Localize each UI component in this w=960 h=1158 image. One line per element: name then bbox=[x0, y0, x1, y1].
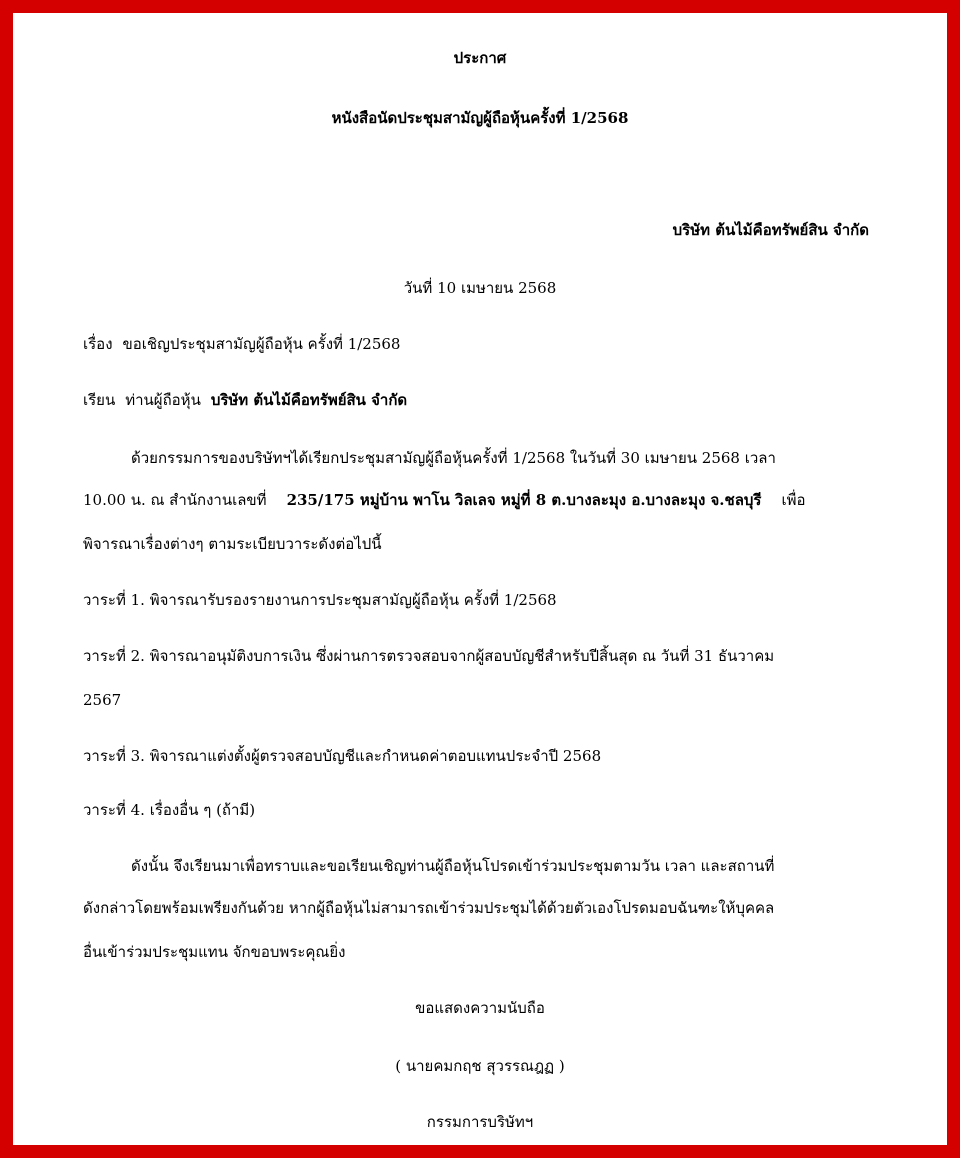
paragraph-2-line-3: อื่นเข้าร่วมประชุมแทน จักขอบพระคุณยิ่ง bbox=[83, 943, 346, 961]
subject-line bbox=[83, 333, 400, 355]
agenda-item-3: วาระที่ 3. พิจารณาแต่งตั้งผู้ตรวจสอบบัญชีและกำหนดค่าตอบแทนประจำปี 2568 bbox=[83, 747, 602, 765]
office-address: 235/175 หมู่บ้าน พาโน วิลเลจ หมู่ที่ 8 ต.บางละมุง อ.บางละมุง จ.ชลบุรี bbox=[286, 491, 762, 509]
office-label: 10.00 น. ณ สำนักงานเลขที่ bbox=[83, 491, 267, 509]
signer-position: กรรมการบริษัทฯ bbox=[426, 1113, 534, 1131]
salutation-line bbox=[83, 389, 407, 411]
purpose-word: เพื่อ bbox=[781, 491, 806, 509]
company-name: บริษัท ต้นไม้คือทรัพย์สิน จำกัด bbox=[672, 221, 869, 239]
document-heading: ประกาศ bbox=[453, 49, 507, 67]
subject-label: เรื่อง bbox=[83, 335, 113, 353]
agenda-item-4: วาระที่ 4. เรื่องอื่น ๆ (ถ้ามี) bbox=[83, 801, 256, 819]
document-date: วันที่ 10 เมษายน 2568 bbox=[403, 279, 557, 297]
agenda-item-2-continued: 2567 bbox=[83, 691, 122, 709]
document-title: หนังสือนัดประชุมสามัญผู้ถือหุ้นครั้งที่ 1/2568 bbox=[331, 109, 629, 127]
signer-name: ( นายคมกฤช สุวรรณฎฏ ) bbox=[395, 1057, 565, 1075]
salutation-company: บริษัท ต้นไม้คือทรัพย์สิน จำกัด bbox=[210, 391, 408, 409]
paragraph-1-line-1: ด้วยกรรมการของบริษัทฯได้เรียกประชุมสามัญผู้ถือหุ้นครั้งที่ 1/2568 ในวันที่ 30 เมษายน 2568 เวลา bbox=[131, 449, 776, 467]
paragraph-1-line-3: พิจารณาเรื่องต่างๆ ตามระเบียบวาระดังต่อไปนี้ bbox=[83, 535, 382, 553]
paragraph-2-line-1: ดังนั้น จึงเรียนมาเพื่อทราบและขอเรียนเชิญท่านผู้ถือหุ้นโปรดเข้าร่วมประชุมตามวัน เวลา และสถานที่ bbox=[131, 857, 775, 875]
salutation-text: ท่านผู้ถือหุ้น bbox=[125, 391, 201, 409]
agenda-item-2: วาระที่ 2. พิจารณาอนุมัติงบการเงิน ซึ่งผ่านการตรวจสอบจากผู้สอบบัญชีสำหรับปีสิ้นสุด ณ วันที่ 31 ธันวาคม bbox=[83, 647, 775, 665]
subject-text: ขอเชิญประชุมสามัญผู้ถือหุ้น ครั้งที่ 1/2568 bbox=[122, 335, 401, 353]
paragraph-2-line-2: ดังกล่าวโดยพร้อมเพรียงกันด้วย หากผู้ถือหุ้นไม่สามารถเข้าร่วมประชุมได้ด้วยตัวเองโปรดมอบฉันฑะให้บุคคล bbox=[83, 899, 775, 917]
agenda-item-1: วาระที่ 1. พิจารณารับรองรายงานการประชุมสามัญผู้ถือหุ้น ครั้งที่ 1/2568 bbox=[83, 591, 557, 609]
closing-regards: ขอแสดงความนับถือ bbox=[415, 999, 545, 1017]
salutation-label: เรียน bbox=[83, 391, 116, 409]
paragraph-1-line-2 bbox=[83, 489, 806, 511]
